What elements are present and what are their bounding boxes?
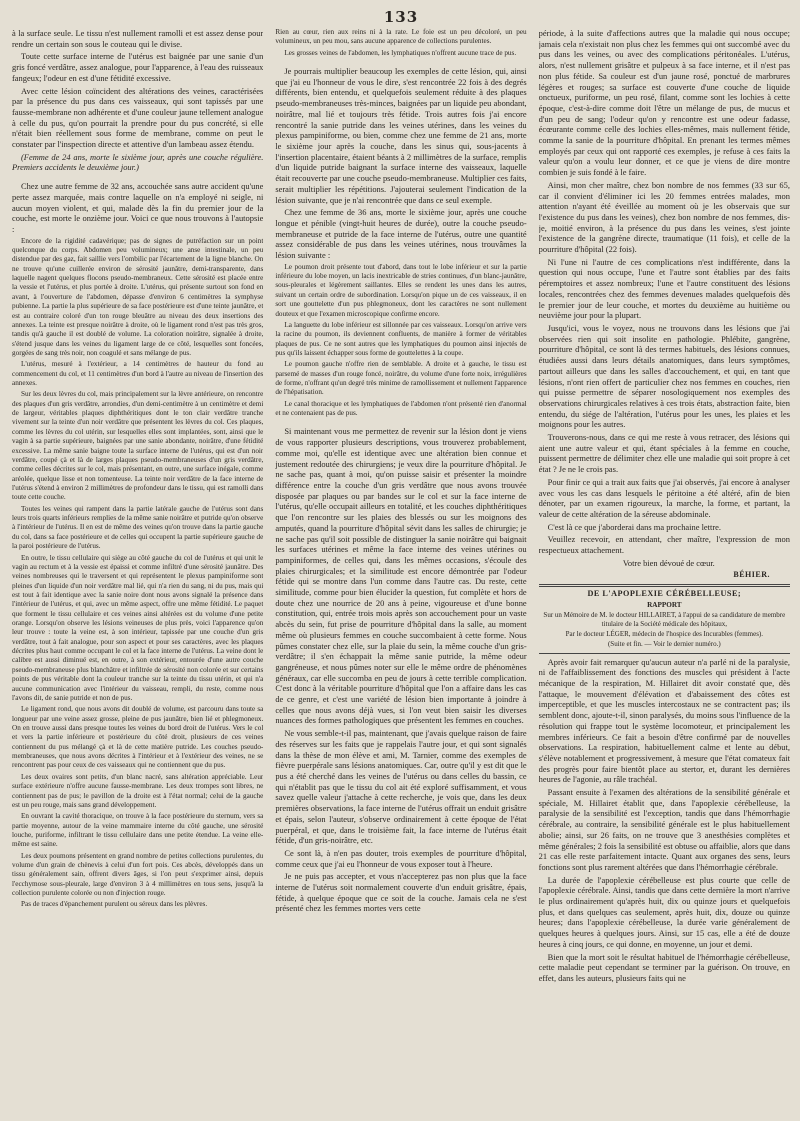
text-columns [12, 28, 790, 1118]
paragraph-small: Le ligament rond, que nous avons dit doublé de volume, est parcouru dans toute sa longueur par une veine assez grosse, pleine de pus jaunâtre, bien lié et phlegmoneux. On en trouve aussi dans presque toutes les veines du bord droit de l'utérus. Vers le col et vers la partie inférieure et postérieure du côté droit, plusieurs de ces veines contiennent du pus mélangé çà et là de cette matière putride. Les couches pseudo-membraneuses, que nous avons décrites à l'intérieur et à l'extérieur des veines, ne se rencontrent pas pour ceux de ces vaisseaux qui ne contiennent que du pus. [12, 705, 264, 770]
paragraph: Avec cette lésion coïncident des altérations des veines, caractérisées par la présence du pus dans ces vaisseaux, qui sont tapissés par une fausse-membrane non adhérente et d'une couleur jaune tellement analogue à celle du pus, qu'on pourrait la prendre pour du pus concrété, si elle n'était bien réellement sous forme de membrane, comme on peut le constater par l'inspection directe et attentive d'un lambeau assez étendu. [12, 85, 264, 150]
section-title: DE L'APOPLEXIE CÉRÉBELLEUSE; [587, 588, 742, 598]
paragraph: Je ne puis pas accepter, et vous n'accepterez pas non plus que la face interne de l'utérus soit normalement couverte d'un enduit grisâtre, épais, fétide, à quelque époque que ce soit de la couche. Jamais cela ne s'est présenté chez les femmes mortes vers cette [275, 871, 527, 914]
paragraph-small: Encore de la rigidité cadavérique; pas de signes de putréfaction sur un point quelconque du corps. Abdomen peu volumineux; une anse intestinale, un peu distendue par des gaz, fait saillie vers l'ombilic par l'écartement de la ligne blanche. On ne trouve qu'une cuillerée environ de sérosité jaunâtre, demi-transparente, dans laquelle nagent quelques flocons pseudo-membraneux. Cette sérosité est placée entre la vessie et l'utérus, et plus portée à droite. L'utérus, qui présente surtout son fond en avant, à l'ouverture de l'abdomen, dépasse d'environ 6 centimètres la symphyse pubienne. La partie la plus supérieure de sa face postérieure est d'une teinte jaunâtre, et est au contraire coloré d'un ton rouge bleuâtre au niveau des deux insertions des annexes. La teinte est presque noirâtre à droite, où le ligament rond n'est pas très gros, tandis qu'à gauche il est doublé de volume. La coloration noirâtre, signalée à droite, s'étend jusque dans les veines du ligament large de ce côté, lesquelles sont foncées, gorgées de sang très noir, non coagulé et sans mélange de pus. [12, 236, 264, 357]
paragraph: période, à la suite d'affections autres que la maladie qui nous occupe; jamais cela n'existait non plus chez les femmes qui ont succombé avec du pus dans les veines, ou avec des complications péritonéales. L'utérus, alors, n'est nullement grisâtre et pulpeux à sa face interne, et il n'est pas non plus fétide. Sa couleur est d'un jaune rosé, ponctué de marbrures légères et rouges; sa surface est couverte d'une couche de liquide onctueux, puriforme, un peu rosé, filant, comme sont les lochies à cette époque, c'est-à-dire comme doit l'être un mélange de pus, de mucus et d'un peu de sang; l'odeur qu'on y rencontre est une odeur fadasse, écœurante comme celle des lochies elles-mêmes, mais nullement fétide, comme la sanie de la pourriture d'hôpital. En prenant les termes mêmes employés par ceux qui ont rapporté ces exemples, je refuse à ces faits la valeur qu'on a voulu leur donner, et ce que je viens de dire montre combien je suis fondé à le faire. [538, 28, 790, 178]
section-author: Par le docteur LÉGER, médecin de l'hospice des Incurables (femmes). [565, 629, 764, 638]
paragraph-small: Le poumon droit présente tout d'abord, dans tout le lobe inférieur et sur la partie inférieure du lobe moyen, un lacis inextricable de stries continues, d'un blanc-jaunâtre, sous-pleurales et légèrement saillantes. Elles se rendent les unes dans les autres, suivant un certain ordre de subordination. Lorsqu'on pique un de ces vaisseaux, il en sort une gouttelette d'un pus phlegmoneux, dont les caractères ne sont nullement douteux et que l'examen microscopique confirme encore. [275, 262, 527, 318]
case-note: (Femme de 24 ans, morte le sixième jour, après une couche régulière. Premiers accidents le deuxième jour.) [12, 151, 264, 173]
paragraph-small: Rien au cœur, rien aux reins ni à la rate. Le foie est un peu décoloré, un peu volumineux, un peu mou, sans aucune apparence de collections purulentes. [275, 28, 527, 46]
paragraph-small: L'utérus, mesuré à l'extérieur, a 14 centimètres de hauteur du fond au commencement du col, et 11 centimètres d'un bord à l'autre au niveau de l'insertion des annexes. [12, 360, 264, 388]
paragraph-small: Les deux ovaires sont petits, d'un blanc nacré, sans altération appréciable. Leur surface extérieure n'offre aucune fausse-membrane. Les deux trompes sont libres, ne contiennent pas de pus; le pavillon de la droite est à l'état normal; celui de la gauche est un peu rouge, mais sans grand développement. [12, 772, 264, 809]
column-2 [275, 28, 526, 1118]
paragraph-small: Le canal thoracique et les lymphatiques de l'abdomen n'ont présenté rien d'anormal et ne contenaient pas de pus. [275, 399, 527, 418]
section-divider [539, 584, 790, 587]
paragraph: Bien que la mort soit le résultat habituel de l'hémorrhagie cérébelleuse, cette maladie peut cependant se terminer par la guérison. On trouve, en effet, dans les auteurs, plusieurs faits qui ne [538, 951, 790, 983]
paragraph-small: En ouvrant la cavité thoracique, on trouve à la face postérieure du sternum, vers sa partie moyenne, autour de la veine mammaire interne du côté gauche, une sérosité louche, puriforme, infiltrant le tissu cellulaire dans une petite étendue. La veine elle-même est saine. [12, 812, 264, 849]
paragraph: Jusqu'ici, vous le voyez, nous ne trouvons dans les lésions que j'ai observées rien qui soit insolite en pathologie. Phlébite, gangrène, pourriture d'hôpital, ce sont là des termes habituels, des lésions connues, étudiées aussi dans leurs détails anatomiques, dans leurs symptômes, partout ailleurs que dans les salles d'accouchement, et qui, en tant que lésions, n'ont rien offert de particulier chez nos femmes en couches, rien qui puisse permettre de séparer nosologiquement nos exemples des observations chirurgicales relatives à ces trois états, abstraction faite, bien entendu, du siége de l'altération, l'utérus pour les unes, les plaies et les moignons pour les autres. [538, 322, 790, 430]
paragraph-small: Toutes les veines qui rampent dans la partie latérale gauche de l'utérus sont dans leurs trois quarts inférieurs remplies de la même sanie noirâtre et putride qu'on observe à l'intérieur de l'utérus. Il en est de même des veines qu'on trouve dans la partie gauche du col, dans sa face postérieure et de celles qui occupent la partie supérieure gauche de la paroi postérieure de l'utérus. [12, 504, 264, 551]
paragraph: Je pourrais multiplier beaucoup les exemples de cette lésion, qui, ainsi que j'ai eu l'honneur de vous le dire, s'est rencontrée 22 fois à des degrés différents, bien entendu, et quelquefois seulement réduite à des plaques pseudo-membraneuses très-minces, baignées par un liquide peu abondant, noirâtre, mal lié et toujours très fétide. Trois autres fois j'ai encore rencontré la sanie putride dans les veines utérines, dans les veines du plexus pampiniforme, ou bien, comme chez une femme de 21 ans, morte le sixième jour après la couche, dans les sinus qui, sous-jacents à l'insertion placentaire, étaient béants à 2 millimètres de la surface, remplis d'un liquide putride baignant la surface interne des vaisseaux, laquelle était recouverte par une couche pseudo-membraneuse. Multiplier ces faits, serait multiplier les répétitions. J'ajouterai seulement l'indication de la lésion suivante, que je n'ai rencontrée que dans ce seul exemple. [275, 66, 527, 205]
paragraph: Ainsi, mon cher maître, chez bon nombre de nos femmes (33 sur 65, car il convient d'éliminer ici les 20 femmes entrées malades, mon attention n'ayant été éveillée au moment où je les observais que sur l'existence du pus dans les veines), chez bon nombre de nos femmes, dis-je, moitié environ, à la présence du pus dans les veines, s'est jointe l'existence de la gangrène directe, traumatique (11 fois), et celle de la pourriture d'hôpital (22 fois). [538, 179, 790, 255]
paragraph: à la surface seule. Le tissu n'est nullement ramolli et est assez dense pour rendre un certain son sous le couteau qui le divise. [12, 28, 264, 49]
paragraph: Chez une femme de 36 ans, morte le sixième jour, après une couche longue et pénible (vingt-huit heures de durée), outre la couche pseudo-membraneuse et putride de la face interne de l'utérus, outre une quantité assez considérable de pus dans les veines utérines, nous trouvâmes la lésion suivante : [275, 207, 527, 261]
paragraph-small: Les deux poumons présentent en grand nombre de petites collections purulentes, du volume d'un grain de chènevis à celui d'un fort pois. Ces abcès, développés dans un tissu généralement sain, offrent divers âges, si l'on peut s'exprimer ainsi, depuis l'ecchymose sous-pleurale, large d'environ 3 à 4 millimètres en tous sens, jusqu'à la collection purulente colorée ou non d'injection rouge. [12, 851, 264, 898]
paragraph: Chez une autre femme de 32 ans, accouchée sans autre accident qu'une perte assez marquée, mais contre laquelle on n'a employé ni seigle, ni aucun moyen violent, et qui, malade dès la fin du premier jour de la couche, est morte le onzième jour. Voici ce que nous trouvons à l'autopsie : [12, 181, 264, 234]
divider [539, 653, 790, 654]
signature: BÉHIER. [733, 570, 770, 580]
paragraph: Trouverons-nous, dans ce qui me reste à vous retracer, des lésions qui aient une autre valeur et qui, étant spéciales à la femme en couche, puissent permettre de délimiter chez elle une maladie qui soit propre à cet état ? Je ne le crois pas. [538, 432, 790, 475]
paragraph-small: Sur les deux lèvres du col, mais principalement sur la lèvre antérieure, on rencontre des plaques d'un gris verdâtre, arrondies, d'un demi-centimètre à un centimètre et demi de largeur, véritables plaques diphthéritiques dont le ton clair verdâtre tranche vivement sur la teinte d'un noir verdâtre que présentent les lèvres du col. Ces plaques, comme les lèvres du col utérin, sur lesquelles elles sont implantées, sont, ainsi que le vagin à sa partie supérieure, baignées par une sanie abondante, noirâtre, d'une fétidité excessive. La même sanie baigne toute la surface interne de l'utérus, qui est d'un noir verdâtre, coupé çà et là de larges plaques pseudo-membraneuses d'un gris verdâtre, comme celles décrites sur le col, mais présentant, en outre, une surface inégale, comme aréolée, quelque lisse et non tomenteuse. La teinte noir verdâtre de la face interne de l'utérus s'étend à environ 2 millimètres de profondeur dans le tissu, qui est ramolli dans toute cette couche. [12, 390, 264, 502]
paragraph-small: Pas de traces d'épanchement purulent ou séreux dans les plèvres. [21, 900, 208, 909]
paragraph-small: La languette du lobe inférieur est sillonnée par ces vaisseaux. Lorsqu'on arrive vers la racine du poumon, ils deviennent confluents, de manière à former de véritables plaques de pus. Ce ne sont autres que les lymphatiques du poumon ainsi injectés de pus qu'ils laissent échapper sous forme de gouttelettes à la coupe. [275, 320, 527, 357]
paragraph: C'est là ce que j'aborderai dans ma prochaine lettre. [547, 521, 722, 532]
paragraph: Toute cette surface interne de l'utérus est baignée par une sanie d'un gris foncé verdâtre, assez analogue, pour l'apparence, à l'eau des ruisseaux fangeux; l'odeur en est d'une fétidité excessive. [12, 51, 264, 83]
paragraph: Ce sont là, à n'en pas douter, trois exemples de pourriture d'hôpital, comme ceux que j'ai eu l'honneur de vous exposer tout à l'heure. [275, 847, 527, 869]
paragraph: La durée de l'apoplexie cérébelleuse est plus courte que celle de l'apoplexie cérébrale. Ainsi, tandis que dans cette dernière la mort n'arrive le plus ordinairement qu'après huit, dix ou quinze jours et quelquefois plus, et dans quelques cas seulement, après huit, dix, douze ou quinze heures; dans l'apoplexie cérébelleuse, la durée varie généralement de quelques heures à quelques jours. Ainsi, sur 15 cas, elle a été de douze heures à cinq jours, ce qui donne, en moyenne, un jour et demi. [538, 874, 790, 949]
column-3 [539, 28, 790, 1118]
closing-line: Votre bien dévoué de cœur. [622, 557, 715, 568]
paragraph: Passant ensuite à l'examen des altérations de la sensibilité générale et spéciale, M. Hillairet établit que, dans l'apoplexie cérébelleuse, la paralysie de la sensibilité est l'exception, tandis que dans l'hémorrhagie cérébrale, au contraire, la sensibilité générale est le plus habituellement abolie; ainsi, sur 26 faits, on ne trouve que 3 anesthésies complètes et même générales; 2 fois la sensibilité est obtuse ou affaiblie, alors que dans 21 cas elle reste parfaitement intacte. Quant aux organes des sens, leurs fonctions sont plus rarement altérées que dans l'hémorrhagie cérébrale. [538, 787, 790, 872]
paragraph-small: Le poumon gauche n'offre rien de semblable. A droite et à gauche, le tissu est parsemé de masses d'un rouge foncé, noirâtre, du volume d'une forte noix, irrégulières de forme, n'offrant qu'un degré très minime de ramollissement et nullement l'apparence de l'hépatisation. [275, 360, 527, 397]
paragraph: Pour finir ce qui a trait aux faits que j'ai observés, j'ai encore à analyser avec vous les cas dans lesquels le péritoine a été altéré, afin de bien dénoter, par un examen rigoureux, la marche, la forme, et partant, la valeur de cette altération de la séreuse abdominale. [538, 476, 790, 519]
section-label: RAPPORT [647, 600, 682, 609]
paragraph-small: Les grosses veines de l'abdomen, les lymphatiques n'offrent aucune trace de pus. [284, 48, 517, 57]
column-1 [12, 28, 263, 1118]
paragraph-small: En outre, le tissu cellulaire qui siège au côté gauche du col de l'utérus et qui unit le vagin au rectum et à la vessie est épaissi et comme infiltré d'une sérosité jaunâtre. Des veines nombreuses qui le traversent et qui représentent le plexus pampiniforme sont pleines d'un liquide d'un noir verdâtre mal lié, qui n'a rien du sang, ni du pus, mais qui est tout à fait identique avec la sanie noire dont nous avons signalé la présence dans l'intérieur de l'utérus, et qui, avec un même aspect, offre une même fétidité. Le paquet que forment le tissu cellulaire et ces veines ainsi altérées est du volume d'une petite orange. Lorsqu'on observe les lésions veineuses de plus près, voici l'apparence qu'on leur trouve : toute la veine est, à son intérieur, tapissée par une couche d'un gris verdâtre, tout à fait analogue, pour son aspect et pour ses caractères, avec les plaques décrites plus haut comme occupant le col et la face interne de l'utérus. La veine dont le calibre est aussi diminué est, en outre, à son extérieur, entourée d'une autre couche pseudo-membraneuse plus blanchâtre et infiltrée de sérosité non colorée et sur certains points de pus véritable dont la couleur tranche sur la teinte du tissu utérin, et qui n'a aucune communication avec l'intérieur du vaisseau, rempli, du reste, comme nous l'avons dit, de sanie putride et non de pus. [12, 553, 264, 702]
paragraph: Veuillez recevoir, en attendant, cher maître, l'expression de mon respectueux attachement. [538, 534, 790, 556]
page-number: 133 [383, 8, 419, 26]
paragraph: Si maintenant vous me permettez de revenir sur la lésion dont je viens de vous rapporter plusieurs descriptions, vous trouverez probablement, comme moi, qu'elle est identique avec une altération bien connue et justement redoutée des chirurgiens; je veux dire la pourriture d'hôpital. Je ne sache pas, quant à moi, qu'on puisse saisir et présenter la moindre différence entre la couche d'un gris verdâtre que nous avons trouvée disposée par plaques ou par bandes sur le col et sur la face interne de l'utérus, qu'elle occupait ailleurs en totalité, et les couches diphthéritiques que l'on rencontre sur les plaies des blessés ou sur les moignons des amputés, quand la pourriture d'hôpital sévit dans les salles de chirurgie; je ne sache pas qu'il soit possible de distinguer la sanie noirâtre qui baignait les surfaces utérines et même la face interne des veines utérines ou pampiniformes, de celles qui, dans les mêmes occasions, s'écoule des plaies chirurgicales; et la similitude est encore démontrée par l'odeur fétide qui se montre dans l'un comme dans l'autre cas. Du reste, cette similitude, comme pour bien élucider la question, fut complète et hors de doute chez une nourrice de 20 ans à peine, vigoureuse et d'une bonne constitution, qui, entrée trois mois après son accouchement pour un vaste abcès du sein, fut prise de pourriture d'hôpital dans la salle, au moment même où plusieurs femmes en couche succombaient à cette forme. Nous pûmes constater chez elle, sur la plaie du sein, la même couche d'un gris-verdâtre; il s'en échappait la même sanie putride, la même odeur gangréneuse, et nous pûmes noter sur elle le même ordre de phénomènes généraux, car elle succomba en peu de jours à cette terrible complication. C'est donc à la véritable pourriture d'hôpital que l'on a affaire dans les cas de ce genre, et c'est une variété de lésion bien importante à joindre à celles que nous avons déjà vues, si l'on veut bien saisir les diverses nuances des formes pathologiques que présentent les femmes en couches. [275, 426, 527, 726]
paragraph: Ne vous semble-t-il pas, maintenant, que j'avais quelque raison de faire des réserves sur les faits que je rappelais l'autre jour, et qui sont signalés dans la thèse de mon élève et ami, M. Tarnier, comme des exemples de fièvre puerpérale sans lésions anatomiques. Car, outre qu'il y est dit que le pus a été cherché dans les veines de l'utérus ou dans celles du bassin, ce qui n'établit pas que le tissu du col ait été exploré suffisamment, et vous savez quelle valeur j'attache à cette recherche, je vois que, dans les deux premières observations, la face interne de l'utérus offrait un enduit grisâtre et épais, selon l'auteur, s'observe ordinairement à cette époque de l'état puerpéral, et que, dans le troisième fait, la face interne de l'utérus était fétide, d'un gris-noirâtre, etc. [275, 728, 527, 846]
paragraph: Après avoir fait remarquer qu'aucun auteur n'a parlé ni de la paralysie, ni de l'affaiblissement des fonctions des muscles qui président à l'acte mécanique de la respiration, M. Hillairet dit avoir constaté que, dès l'attaque, le mouvement d'élévation et d'abaissement des côtes est imperceptible, et que les muscles intercostaux ne se contractent pas; ils semblent donc, ajoute-t-il, sinon paralysés, du moins sous l'influence de la résolution qui frappe tout le système locomoteur, et principalement les membres inférieurs. Ce fait a besoin d'être confirmé par de nouvelles observations. La respiration, habituellement calme et lente au début, s'élève notablement et progressivement, à mesure que l'état comateux fait des progrès pour faire bientôt place au stertor, et, durant les dernières heures de l'agonie, au râle trachéal. [538, 656, 790, 785]
section-continuation-note: (Suite et fin. — Voir le dernier numéro.) [607, 639, 721, 648]
section-subtitle: Sur un Mémoire de M. le docteur HILLAIRET, à l'appui de sa candidature de membre titulaire de la Société médicale des hôpitaux, [543, 611, 786, 628]
paragraph: Ni l'une ni l'autre de ces complications n'est indifférente, dans la question qui nous occupe, l'une et l'autre sont établies par des faits péremptoires et assez nombreux; l'une et l'autre constituent des lésions locales, rencontrées chez des femmes devenues malades quelquefois dès le premier jour de leur couche, et mortes du deuxième au huitième ou neuvième jour pour la plupart. [538, 256, 790, 321]
